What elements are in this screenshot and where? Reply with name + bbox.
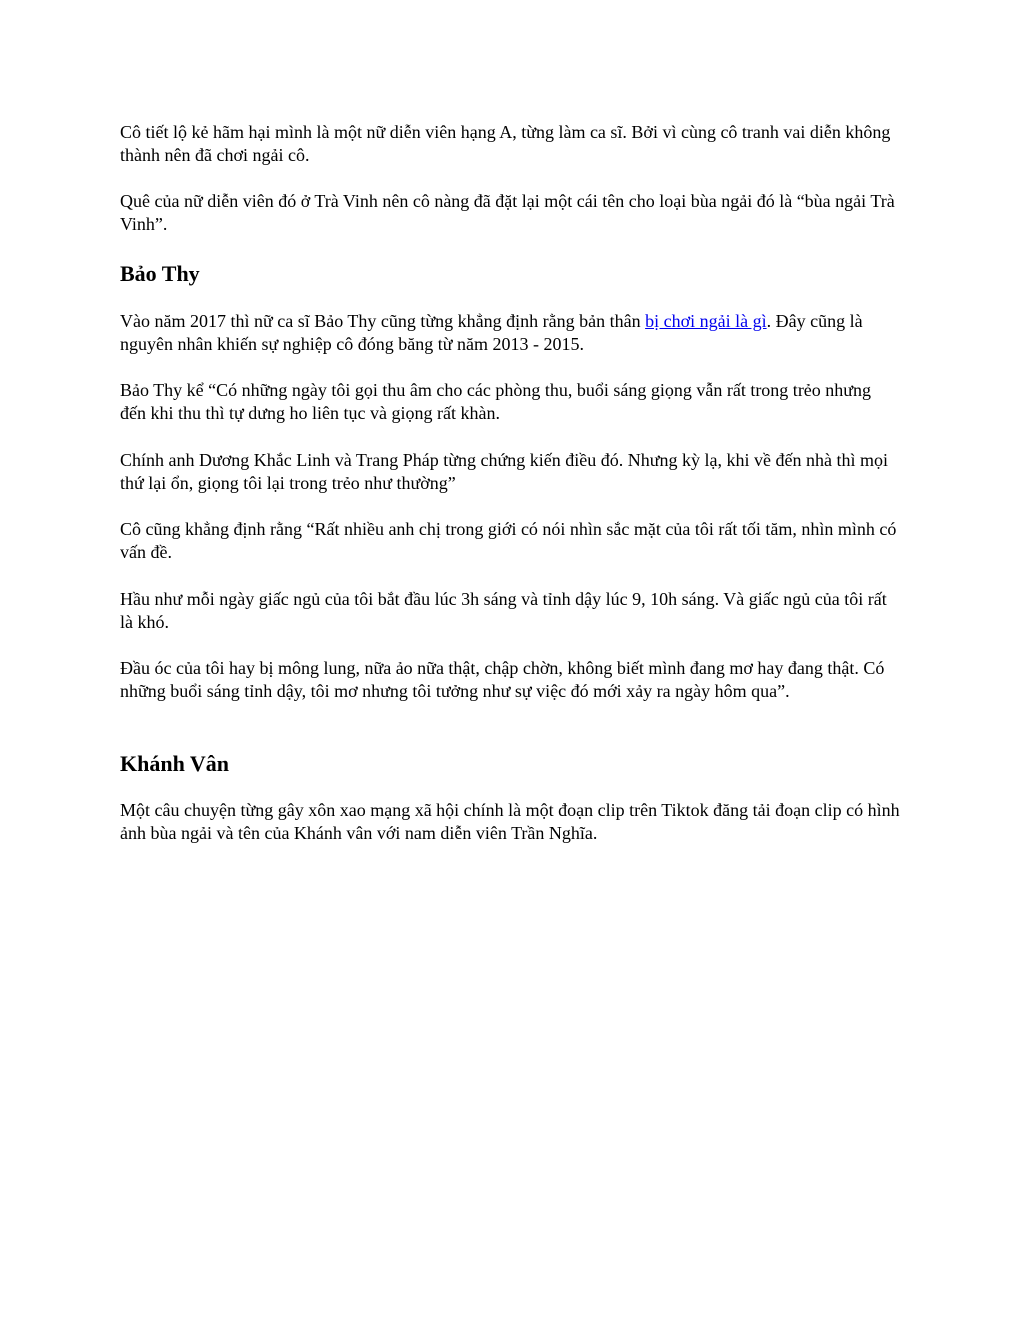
paragraph-bao-thy-quote-2: Chính anh Dương Khắc Linh và Trang Pháp từng chứng kiến điều đó. Nhưng kỳ lạ, khi về đến nhà thì mọi thứ lại ổn, giọng tôi lại trong trẻo như thường” bbox=[120, 450, 888, 493]
section-heading-bao-thy: Bảo Thy bbox=[120, 261, 200, 286]
section-heading-khanh-van: Khánh Vân bbox=[120, 751, 230, 776]
paragraph-bao-thy-quote-5: Đầu óc của tôi hay bị mông lung, nữa ảo nữa thật, chập chờn, không biết mình đang mơ hay đang thật. Có những buổi sáng tỉnh dậy, tôi mơ nhưng tôi tưởng như sự việc đó mới xảy ra ngày hôm qua”. bbox=[120, 658, 885, 701]
paragraph-tra-vinh: Quê của nữ diễn viên đó ở Trà Vinh nên cô nàng đã đặt lại một cái tên cho loại bùa ngải đó là “bùa ngải Trà Vinh”. bbox=[120, 191, 895, 234]
paragraph-intro: Cô tiết lộ kẻ hãm hại mình là một nữ diễn viên hạng A, từng làm ca sĩ. Bởi vì cùng cô tranh vai diễn không thành nên đã chơi ngải cô. bbox=[120, 122, 891, 165]
paragraph-bao-thy-2017 bbox=[120, 310, 900, 356]
paragraph-text-before-link: Vào năm 2017 thì nữ ca sĩ Bảo Thy cũng từng khẳng định rằng bản thân bbox=[120, 311, 646, 331]
paragraph-bao-thy-quote-1: Bảo Thy kể “Có những ngày tôi gọi thu âm cho các phòng thu, buổi sáng giọng vẫn rất trong trẻo nhưng đến khi thu thì tự dưng ho liên tục và giọng rất khàn. bbox=[120, 380, 872, 423]
paragraph-bao-thy-quote-3: Cô cũng khẳng định rằng “Rất nhiều anh chị trong giới có nói nhìn sắc mặt của tôi rất tối tăm, nhìn mình có vấn đề. bbox=[120, 519, 897, 562]
paragraph-khanh-van: Một câu chuyện từng gây xôn xao mạng xã hội chính là một đoạn clip trên Tiktok đăng tải đoạn clip có hình ảnh bùa ngải và tên của Khánh vân với nam diễn viên Trần Nghĩa. bbox=[120, 800, 900, 843]
paragraph-bao-thy-quote-4: Hầu như mỗi ngày giấc ngủ của tôi bắt đầu lúc 3h sáng và tỉnh dậy lúc 9, 10h sáng. Và giấc ngủ của tôi rất là khó. bbox=[120, 589, 887, 632]
paragraph-text-after-link: . Đây cũng là nguyên nhân khiến sự nghiệp cô đóng băng từ năm 2013 - 2015. bbox=[120, 311, 863, 354]
link-bi-choi-ngai[interactable]: bị chơi ngải là gì bbox=[645, 311, 767, 331]
